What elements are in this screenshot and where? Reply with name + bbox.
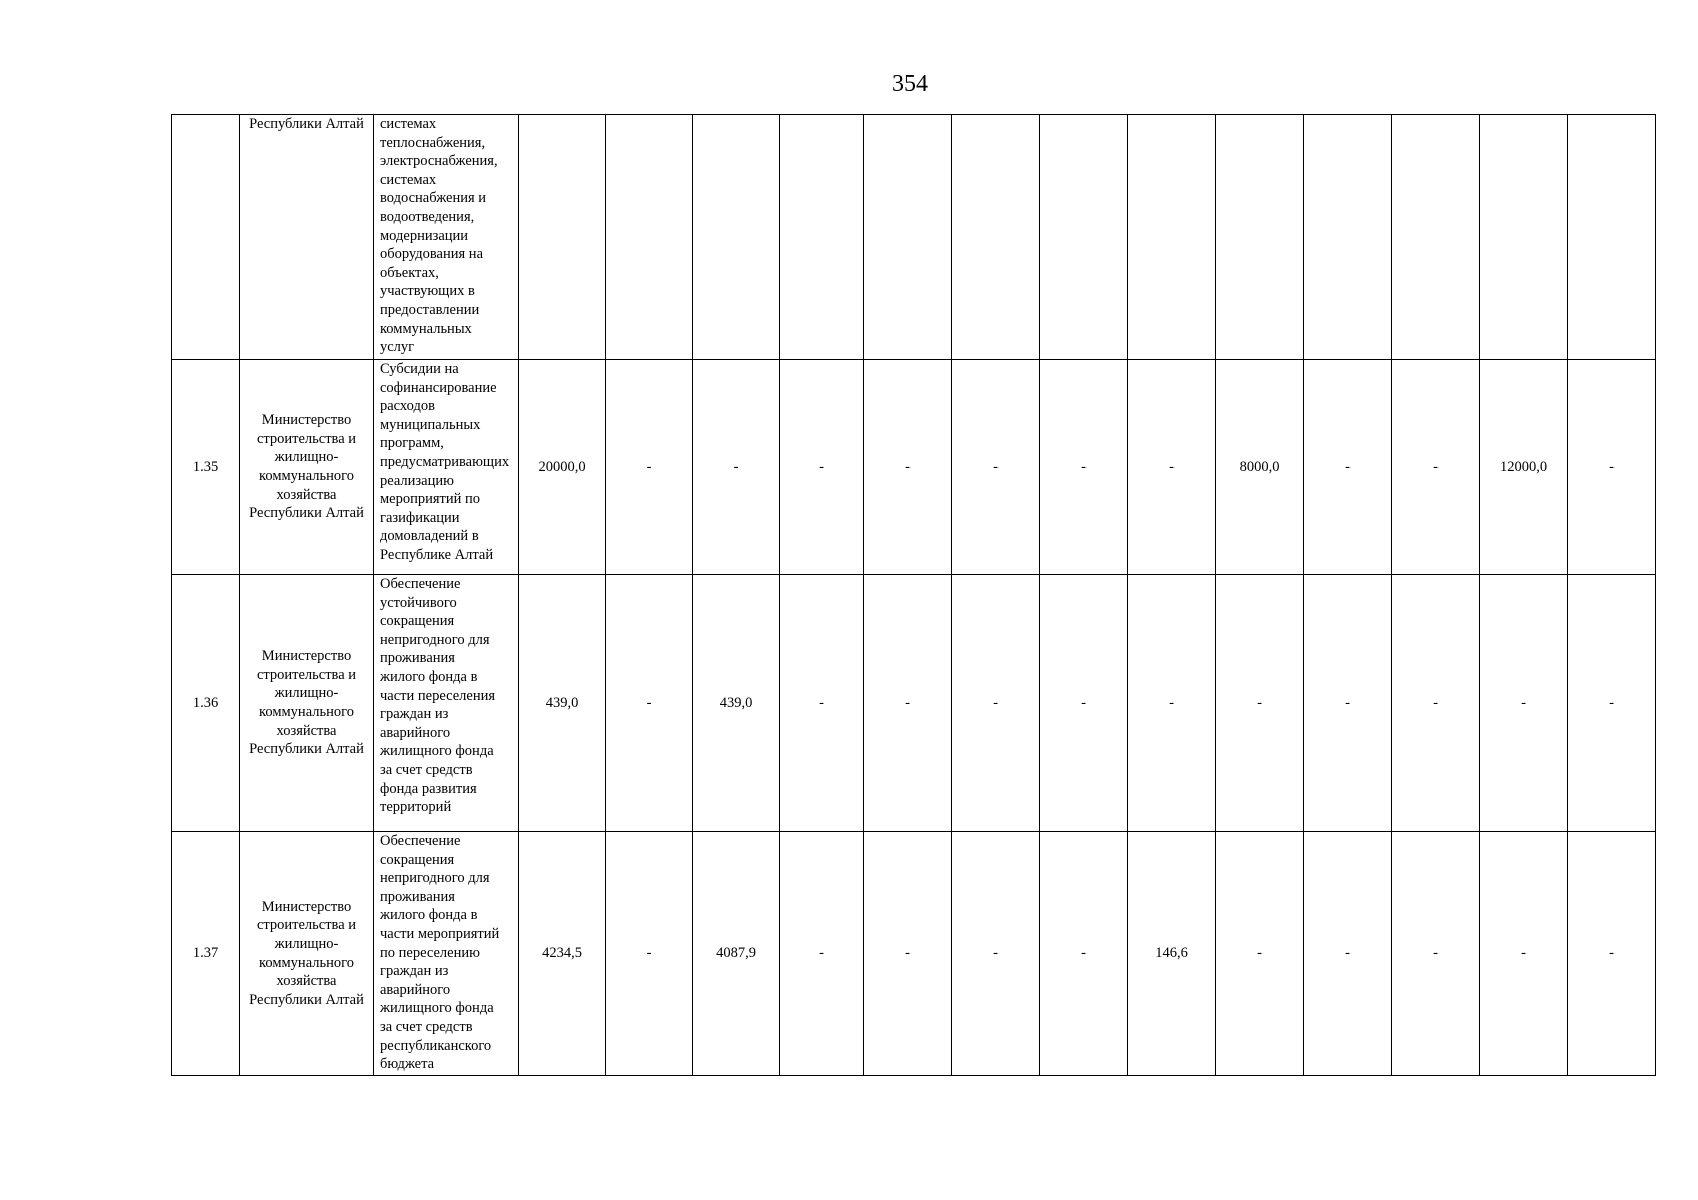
responsible-org-cell: Республики Алтай — [240, 115, 374, 360]
funding-value-cell: 439,0 — [693, 575, 780, 832]
funding-value-cell: - — [952, 832, 1040, 1076]
measure-description-cell: Обеспечение устойчивого сокращения непригодного для проживания жилого фонда в части переселения граждан из аварийного жилищного фонда за счет средств фонда развития территорий — [374, 575, 519, 832]
page-number: 354 — [892, 71, 928, 97]
funding-value-cell: 146,6 — [1128, 832, 1216, 1076]
funding-value-cell: - — [1568, 360, 1656, 575]
funding-value-cell — [519, 115, 606, 360]
funding-value-cell: 439,0 — [519, 575, 606, 832]
funding-value-cell: 8000,0 — [1216, 360, 1304, 575]
funding-value-cell: - — [864, 360, 952, 575]
responsible-org-cell: Министерство строительства и жилищно- коммунального хозяйства Республики Алтай — [240, 360, 374, 575]
funding-value-cell: - — [1568, 832, 1656, 1076]
funding-value-cell: - — [864, 832, 952, 1076]
funding-value-cell: 4234,5 — [519, 832, 606, 1076]
funding-value-cell: - — [1392, 360, 1480, 575]
funding-value-cell — [1480, 115, 1568, 360]
funding-value-cell: - — [1392, 832, 1480, 1076]
funding-value-cell: - — [1304, 832, 1392, 1076]
funding-value-cell: - — [1480, 832, 1568, 1076]
funding-value-cell: - — [780, 360, 864, 575]
measure-description-cell: Обеспечение сокращения непригодного для проживания жилого фонда в части мероприятий по переселению граждан из аварийного жилищного фонда за счет средств республиканского бюджета — [374, 832, 519, 1076]
funding-value-cell — [780, 115, 864, 360]
responsible-org-cell: Министерство строительства и жилищно- коммунального хозяйства Республики Алтай — [240, 575, 374, 832]
funding-value-cell: - — [1304, 360, 1392, 575]
funding-value-cell: - — [1568, 575, 1656, 832]
funding-value-cell: - — [1128, 360, 1216, 575]
funding-value-cell: - — [606, 832, 693, 1076]
funding-value-cell — [864, 115, 952, 360]
funding-value-cell: - — [1216, 575, 1304, 832]
table-row — [172, 115, 1656, 360]
funding-value-cell: - — [780, 832, 864, 1076]
funding-value-cell — [693, 115, 780, 360]
funding-value-cell: - — [1304, 575, 1392, 832]
table-row — [172, 832, 1656, 1076]
funding-value-cell: - — [693, 360, 780, 575]
measure-description-cell: Субсидии на софинансирование расходов муниципальных программ, предусматривающих реализацию мероприятий по газификации домовладений в Республике Алтай — [374, 360, 519, 575]
funding-value-cell — [952, 115, 1040, 360]
funding-value-cell: 12000,0 — [1480, 360, 1568, 575]
funding-value-cell: - — [1040, 360, 1128, 575]
funding-value-cell: 4087,9 — [693, 832, 780, 1076]
row-number-cell: 1.35 — [172, 360, 240, 575]
row-number-cell — [172, 115, 240, 360]
funding-value-cell: - — [606, 360, 693, 575]
funding-value-cell: - — [952, 575, 1040, 832]
budget-table — [171, 114, 1656, 1076]
funding-value-cell: - — [780, 575, 864, 832]
table-row — [172, 575, 1656, 832]
funding-value-cell: 20000,0 — [519, 360, 606, 575]
funding-value-cell: - — [864, 575, 952, 832]
measure-description-cell: системах теплоснабжения, электроснабжения, системах водоснабжения и водоотведения, модернизации оборудования на объектах, участвующих в предоставлении коммунальных услуг — [374, 115, 519, 360]
funding-value-cell — [606, 115, 693, 360]
funding-value-cell: - — [1216, 832, 1304, 1076]
funding-value-cell: - — [952, 360, 1040, 575]
funding-value-cell: - — [606, 575, 693, 832]
funding-value-cell — [1304, 115, 1392, 360]
row-number-cell: 1.36 — [172, 575, 240, 832]
funding-value-cell: - — [1040, 575, 1128, 832]
row-number-cell: 1.37 — [172, 832, 240, 1076]
responsible-org-cell: Министерство строительства и жилищно- коммунального хозяйства Республики Алтай — [240, 832, 374, 1076]
funding-value-cell — [1128, 115, 1216, 360]
funding-value-cell — [1216, 115, 1304, 360]
funding-value-cell — [1392, 115, 1480, 360]
funding-value-cell: - — [1392, 575, 1480, 832]
funding-value-cell: - — [1040, 832, 1128, 1076]
funding-value-cell — [1568, 115, 1656, 360]
table-row — [172, 360, 1656, 575]
funding-value-cell: - — [1480, 575, 1568, 832]
funding-value-cell — [1040, 115, 1128, 360]
funding-value-cell: - — [1128, 575, 1216, 832]
